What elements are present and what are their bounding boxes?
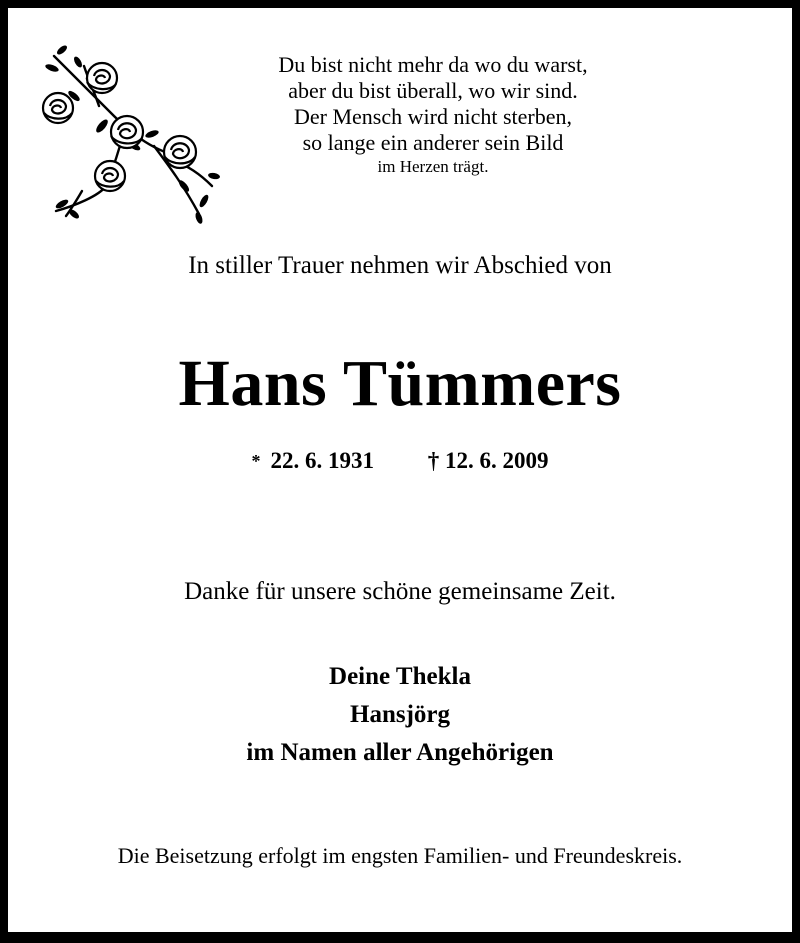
- poem-line: aber du bist überall, wo wir sind.: [288, 78, 578, 103]
- intro-text: In stiller Trauer nehmen wir Abschied von: [188, 252, 612, 279]
- death-cross-icon: †: [427, 448, 440, 473]
- burial-notice: Die Beisetzung erfolgt im engsten Familien- und Freundeskreis.: [117, 843, 683, 868]
- deceased-name: Hans Tümmers: [178, 347, 622, 420]
- death-date-group: [428, 448, 549, 473]
- signers: [8, 658, 792, 772]
- poem-last-line: im Herzen trägt.: [377, 157, 489, 176]
- signer-line: Hansjörg: [350, 701, 450, 728]
- death-date: 12. 6. 2009: [445, 448, 549, 473]
- life-dates: [8, 446, 792, 476]
- poem-line: Du bist nicht mehr da wo du warst,: [278, 52, 588, 77]
- birth-date-group: [252, 446, 375, 476]
- poem: [238, 52, 628, 178]
- signer-line: im Namen aller Angehörigen: [246, 739, 554, 766]
- thanks-text: Danke für unsere schöne gemeinsame Zeit.: [184, 578, 616, 605]
- signer-line: Deine Thekla: [329, 663, 471, 690]
- roses-icon: [34, 36, 224, 226]
- poem-line: so lange ein anderer sein Bild: [302, 130, 564, 155]
- poem-line: Der Mensch wird nicht sterben,: [294, 104, 572, 129]
- birth-date: 22. 6. 1931: [270, 448, 374, 473]
- birth-star-icon: *: [251, 451, 261, 471]
- obituary-card: [8, 8, 792, 932]
